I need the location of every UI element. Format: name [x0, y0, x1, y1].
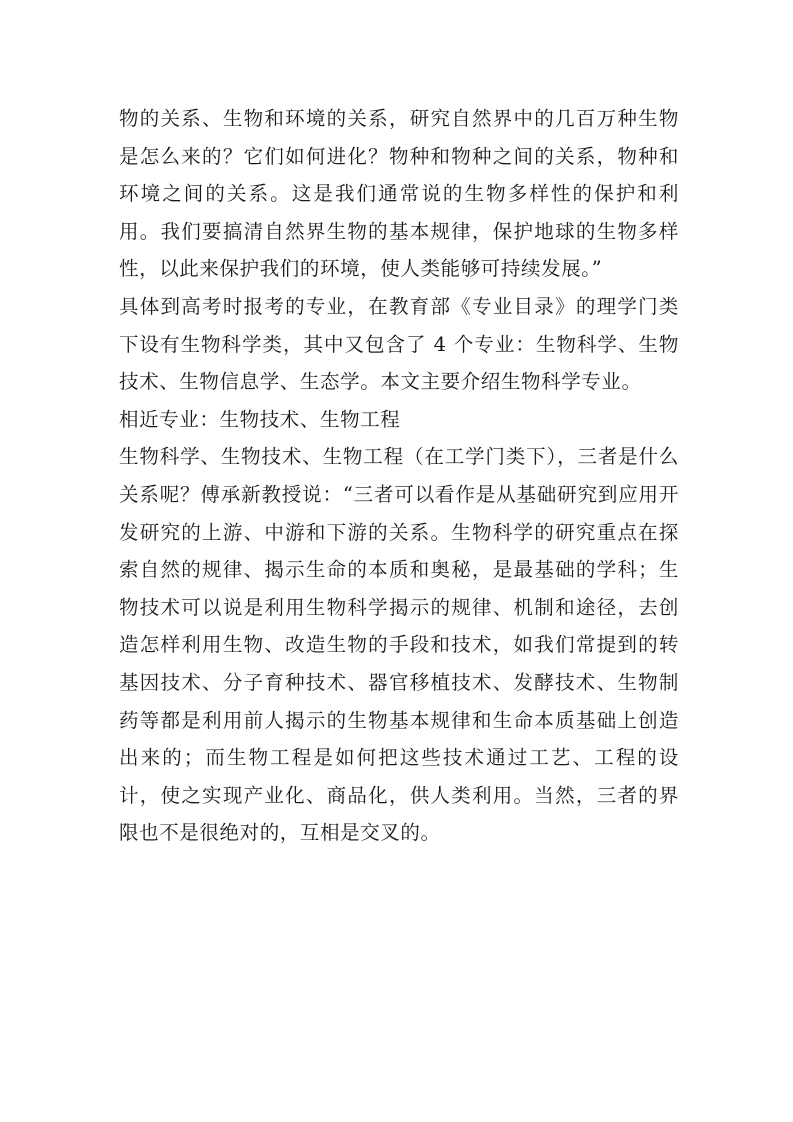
paragraph-related-majors-heading: 相近专业：生物技术、生物工程: [119, 407, 401, 431]
document-body: [119, 100, 679, 852]
paragraph-relationship-explanation: 生物科学、生物技术、生物工程（在工学门类下），三者是什么关系呢？傅承新教授说：“三者可以看作是从基础研究到应用开发研究的上游、中游和下游的关系。生物科学的研究重点在探索自然的规律、揭示生命的本质和奥秘，是最基础的学科；生物技术可以说是利用生物科学揭示的规律、机制和途径，去创造怎样利用生物、改造生物的手段和技术，如我们常提到的转基因技术、分子育种技术、器官移植技术、发酵技术、生物制药等都是利用前人揭示的生物基本规律和生命本质基础上创造出来的；而生物工程是如何把这些技术通过工艺、工程的设计，使之实现产业化、商品化，供人类利用。当然，三者的界限也不是很绝对的，互相是交叉的。: [119, 445, 679, 845]
paragraph-major-catalog: 具体到高考时报考的专业，在教育部《专业目录》的理学门类下设有生物科学类，其中又包含了 4 个专业：生物科学、生物技术、生物信息学、生态学。本文主要介绍生物科学专业。: [119, 294, 679, 394]
paragraph-ecology-intro: 物的关系、生物和环境的关系，研究自然界中的几百万种生物是怎么来的？它们如何进化？物种和物种之间的关系，物种和环境之间的关系。这是我们通常说的生物多样性的保护和利用。我们要搞清自然界生物的基本规律，保护地球的生物多样性，以此来保护我们的环境，使人类能够可持续发展。”: [119, 107, 679, 281]
